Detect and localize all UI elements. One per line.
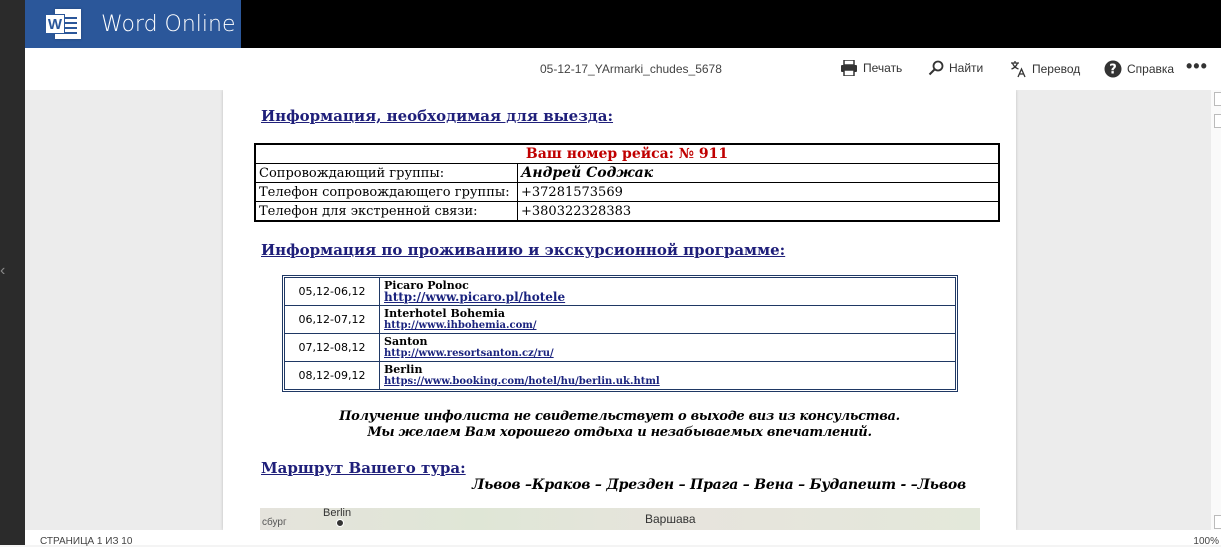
hotel-name: Picaro Polnoc: [384, 279, 469, 292]
hotel-dates: 05,12-06,12: [285, 278, 380, 306]
hotel-name: Interhotel Bohemia: [384, 307, 506, 320]
table-row: [285, 334, 956, 362]
route-map[interactable]: [260, 508, 980, 530]
hotel-link[interactable]: http://www.ihbohemia.com/: [384, 320, 537, 331]
row-label: Сопровождающий группы:: [255, 164, 518, 183]
hotel-info: [380, 362, 956, 390]
page-counter: СТРАНИЦА 1 ИЗ 10: [40, 536, 133, 547]
hotel-link[interactable]: https://www.booking.com/hotel/hu/berlin.uk.html: [384, 376, 660, 387]
table-row: [255, 164, 999, 183]
table-row: [285, 306, 956, 334]
hotel-dates: 07,12-08,12: [285, 334, 380, 362]
hotel-info: [380, 334, 956, 362]
hotel-dates: 06,12-07,12: [285, 306, 380, 334]
app-header: [25, 0, 1221, 48]
chevron-left-icon[interactable]: ‹: [0, 262, 6, 279]
scroll-up-icon[interactable]: [1214, 92, 1221, 106]
document-page: [223, 90, 1016, 530]
left-edge-strip: [0, 0, 25, 545]
hotel-info: [380, 278, 956, 306]
svg-text:?: ?: [1109, 62, 1117, 78]
table-row: [255, 183, 999, 202]
row-label: Телефон для экстренной связи:: [255, 202, 518, 222]
status-bar: [25, 530, 1221, 545]
document-title[interactable]: 05-12-17_YArmarki_chudes_5678: [540, 62, 722, 76]
hotel-dates: 08,12-09,12: [285, 362, 380, 390]
more-options-button[interactable]: •••: [1186, 56, 1208, 76]
translate-icon: [1009, 60, 1027, 78]
flight-number: Ваш номер рейса: № 911: [255, 144, 999, 164]
map-label-partial: сбург: [262, 517, 287, 528]
escort-phone: +37281573569: [518, 183, 1000, 202]
escort-name: Андрей Соджак: [518, 164, 1000, 183]
table-row: [255, 144, 999, 164]
app-brand[interactable]: [25, 0, 241, 48]
help-icon: [1104, 60, 1122, 78]
map-city-warsaw: Варшава: [645, 512, 696, 526]
tour-route: Львов –Краков – Дрезден – Прага – Вена – Будапешт - –Львов: [472, 477, 966, 493]
zoom-level[interactable]: 100%: [1193, 536, 1219, 547]
vertical-scrollbar[interactable]: [1211, 90, 1221, 530]
print-label: Печать: [863, 61, 903, 75]
hotel-name: Berlin: [384, 363, 423, 376]
departure-info-table: [254, 143, 1000, 222]
translate-label: Перевод: [1032, 62, 1081, 76]
printer-icon: [840, 60, 858, 76]
search-icon: [928, 60, 944, 76]
visa-note: Получение инфолиста не свидетельствует о выходе виз из консульства.: [339, 409, 900, 424]
row-label: Телефон сопровождающего группы:: [255, 183, 518, 202]
scroll-thumb[interactable]: [1214, 114, 1221, 128]
translate-button[interactable]: [1009, 60, 1080, 78]
hotel-link[interactable]: http://www.resortsanton.cz/ru/: [384, 348, 554, 359]
find-label: Найти: [949, 61, 984, 75]
word-logo-icon: W: [45, 9, 81, 39]
help-label: Справка: [1127, 62, 1175, 76]
heading-route: Маршрут Вашего тура:: [261, 459, 466, 477]
help-button[interactable]: [1104, 60, 1174, 78]
find-button[interactable]: [928, 60, 983, 76]
heading-departure-info: Информация, необходимая для выезда:: [261, 107, 614, 125]
hotel-info: [380, 306, 956, 334]
command-bar: [25, 48, 1221, 90]
table-row: [285, 278, 956, 306]
table-row: [285, 362, 956, 390]
document-canvas: [25, 90, 1211, 530]
emergency-phone: +380322328383: [518, 202, 1000, 222]
map-city-marker: [336, 519, 344, 527]
heading-accommodation: Информация по проживанию и экскурсионной программе:: [261, 241, 786, 259]
scroll-down-icon[interactable]: [1214, 515, 1221, 529]
wishes-note: Мы желаем Вам хорошего отдыха и незабываемых впечатлений.: [367, 425, 872, 440]
app-name: Word Online: [101, 12, 236, 37]
print-button[interactable]: [840, 60, 902, 76]
hotels-table: [284, 277, 956, 390]
table-row: [255, 202, 999, 222]
map-city-berlin: Berlin: [323, 508, 352, 519]
hotel-link[interactable]: http://www.picaro.pl/hotele: [384, 290, 566, 304]
hotel-name: Santon: [384, 335, 428, 348]
